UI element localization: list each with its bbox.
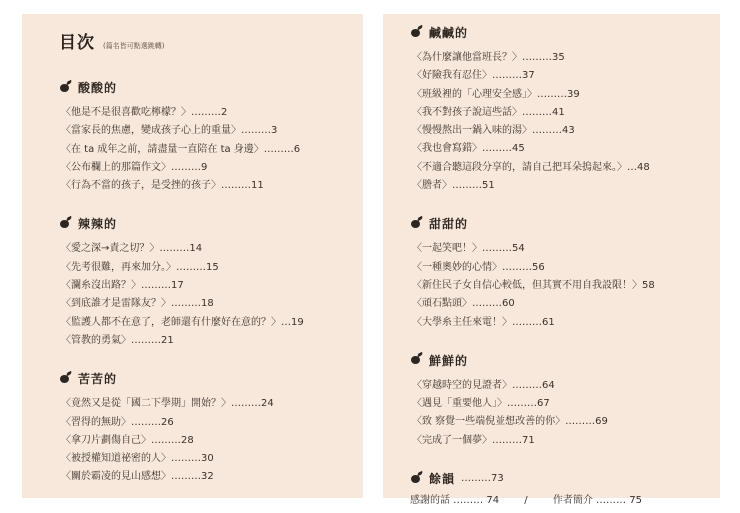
section-heading (410, 24, 720, 41)
toc-section (59, 370, 363, 486)
toc-entry-link[interactable]: 〈當家長的焦慮，變成孩子心上的重量〉………3 (61, 125, 278, 137)
toc-section (59, 79, 363, 195)
toc-section (59, 215, 363, 350)
entry-list (410, 240, 720, 331)
toc-entry-link[interactable]: 〈好險我有忍住〉………37 (412, 70, 535, 82)
toc-entry-link[interactable]: 〈一種奧妙的心情〉………56 (412, 261, 545, 273)
section-title: 辣辣的 (78, 217, 118, 232)
toc-entry-link[interactable]: 〈頑石點頭〉………60 (412, 298, 515, 310)
section-title: 甜甜的 (429, 217, 469, 232)
bullet-icon (59, 373, 71, 385)
toc-entry-link[interactable]: 〈新住民子女自信心較低，但其實不用自我設限！〉58 (412, 279, 655, 291)
toc-entry-link[interactable]: 〈公布欄上的那篇作文〉………9 (61, 161, 208, 173)
toc-entry-link[interactable]: 〈他是不是很喜歡吃檸檬？〉………2 (61, 107, 228, 118)
toc-entry-link[interactable]: 〈一起笑吧！〉………54 (412, 243, 525, 255)
toc-note: (篇名皆可點選跳轉) (103, 42, 165, 50)
toc-entry-link[interactable]: 〈謄者〉………51 (412, 180, 495, 192)
entry-list (59, 395, 363, 486)
toc-entry-link[interactable]: 〈習得的無助〉………26 (61, 416, 174, 428)
toc-section (410, 24, 720, 195)
toc-entry-link[interactable]: 〈愛之深→責之切？〉………14 (61, 243, 203, 255)
bullet-icon (59, 82, 71, 94)
epilogue-section (410, 470, 720, 506)
section-title: 鹹鹹的 (429, 26, 469, 40)
toc-entry-link[interactable]: 〈先考很難，再來加分。〉………15 (61, 261, 219, 273)
toc-page-right (383, 14, 720, 507)
toc-entry-link[interactable]: 〈我不對孩子說這些話〉………41 (412, 106, 565, 118)
section-heading (59, 79, 363, 96)
section-heading (59, 215, 363, 232)
toc-entry-link[interactable]: 〈拿刀片劃傷自己〉………28 (61, 434, 194, 446)
section-heading (410, 215, 720, 232)
section-heading (410, 352, 720, 369)
toc-entry-link[interactable]: 〈行為不當的孩子，是受挫的孩子〉………11 (61, 180, 264, 192)
toc-entry-link[interactable]: 〈不適合聽這段分享的，請自己把耳朵摀起來。〉…48 (412, 161, 650, 173)
section-title: 鮮鮮的 (429, 353, 469, 368)
toc-header (59, 28, 363, 53)
toc-entry-link[interactable]: 〈關於霸凌的見山感想〉………32 (61, 471, 214, 483)
toc-entry-link[interactable]: 〈大學糸主任來電！〉………61 (412, 316, 555, 328)
toc-entry-link[interactable]: 〈致 察覺一些端倪並想改善的你〉………69 (412, 416, 608, 428)
toc-page-left (22, 14, 363, 498)
section-title: 酸酸的 (78, 81, 118, 95)
toc-link-epilogue[interactable]: ………73 (461, 473, 504, 485)
toc-entry-link[interactable]: 〈瀾糸沒出路？〉………17 (61, 280, 184, 292)
entry-list (59, 240, 363, 350)
toc-entry-link[interactable]: 〈竟然又是從「國二下學期」開始？〉………24 (61, 398, 274, 410)
toc-title: 目次 (59, 33, 95, 53)
bullet-icon (410, 27, 422, 39)
toc-entry-link[interactable]: 〈慢慢熬出一鍋入味的湯〉………43 (412, 125, 575, 137)
toc-section (410, 215, 720, 331)
toc-entry-link[interactable]: 〈完成了一個夢〉………71 (412, 434, 535, 446)
toc-link-thanks[interactable]: 感謝的話 ……… 74 (410, 495, 500, 507)
bullet-icon (410, 354, 422, 366)
toc-entry-link[interactable]: 〈管教的勇氣〉………21 (61, 334, 174, 346)
toc-entry-link[interactable]: 〈為什麼讓他當班長？〉………35 (412, 52, 565, 63)
separator: / (524, 495, 528, 507)
toc-entry-link[interactable]: 〈班級裡的「心理安全感」〉………39 (412, 88, 580, 100)
toc-entry-link[interactable]: 〈在 ta 成年之前，請盡量一直陪在 ta 身邊〉………6 (61, 143, 301, 155)
right-section-list (410, 24, 720, 450)
toc-entry-link[interactable]: 〈監護人都不在意了，老師還有什麼好在意的？〉…19 (61, 316, 304, 328)
section-heading (59, 370, 363, 387)
left-section-list (59, 79, 363, 487)
entry-list (59, 104, 363, 195)
toc-entry-link[interactable]: 〈我也會寫錯〉………45 (412, 143, 525, 155)
epilogue-heading (410, 470, 720, 487)
bullet-icon (410, 218, 422, 230)
toc-entry-link[interactable]: 〈穿越時空的見證者〉………64 (412, 379, 555, 391)
entry-list (410, 49, 720, 195)
toc-entry-link[interactable]: 〈被授權知道祕密的人〉………30 (61, 453, 214, 465)
toc-section (410, 352, 720, 450)
bullet-icon (410, 473, 422, 485)
closing-row (410, 491, 720, 506)
epilogue-title: 餘韻 (429, 472, 456, 487)
entry-list (410, 377, 720, 450)
toc-link-author[interactable]: 作者簡介 ……… 75 (552, 495, 642, 507)
toc-entry-link[interactable]: 〈遇見「重要他人」〉………67 (412, 398, 550, 410)
section-title: 苦苦的 (78, 372, 118, 387)
bullet-icon (59, 218, 71, 230)
toc-entry-link[interactable]: 〈到底誰才是雷隊友？〉………18 (61, 298, 214, 310)
